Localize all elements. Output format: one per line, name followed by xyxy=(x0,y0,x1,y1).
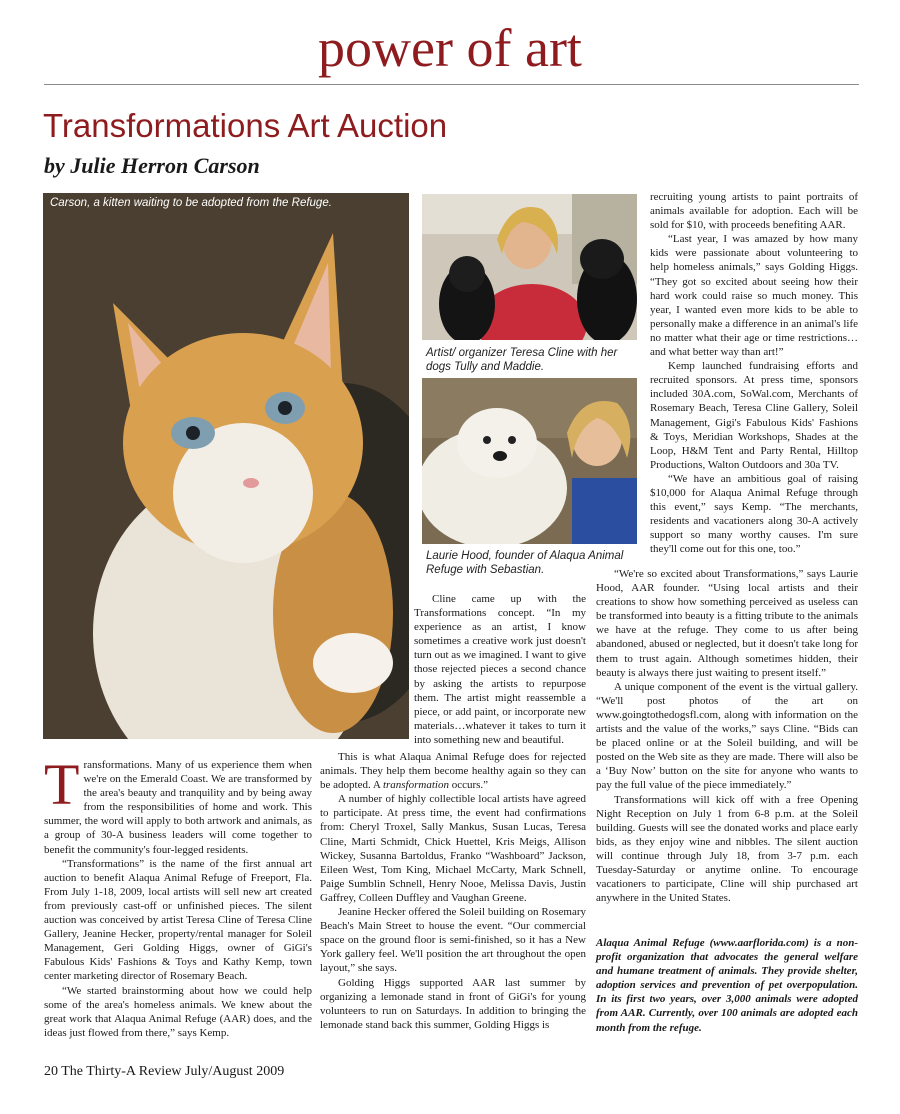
header-rule xyxy=(44,84,859,85)
sebastian-caption: Laurie Hood, founder of Alaqua Animal Refuge with Sebastian. xyxy=(426,550,624,576)
section-header: power of art xyxy=(318,18,582,78)
page-footer: 20 The Thirty-A Review July/August 2009 xyxy=(44,1064,285,1079)
byline: by Julie Herron Carson xyxy=(44,153,260,178)
paragraph: “Last year, I was amazed by how many kids were passionate about volunteering to help homeless animals,” says Golding Higgs. “They got so excited about seeing how their hard work could raise so much money. This year, I wanted even more kids to be able to personally make a difference in an animal's life no matter what their age or time restrictions… and what better way than art!” xyxy=(650,233,858,359)
paragraph: “Transformations” is the name of the first annual art auction to benefit Alaqua Animal Refuge of Freeport, Fla. From July 1-18, 2009, local artists will sell new art created from previously cast-off or unfinished pieces. The silent auction was conceived by artist Teresa Cline of Teresa Cline Gallery, Jeanine Hecker, property/rental manager for Soleil Management, Geri Golding Higgs, owner of GiGi's Fabulous Kids' Fashions & Toys and Kathy Kemp, town center marketing director of Rosemary Beach. xyxy=(44,857,312,983)
paragraph: Kemp launched fundraising efforts and recruited sponsors. At press time, sponsors included 30A.com, SoWal.com, Merchants of Rosemary Beach, Teresa Cline Gallery, Soleil Management, Gigi's Fabulous Kids' Fashions & Toys, Meridian Workshops, Shades at the Loop, H&M Tent and Party Rental, Hilltop Productions, Walton Outdoors and 30a TV. xyxy=(650,360,858,471)
kitten-illustration xyxy=(43,193,409,739)
paragraph: Cline came up with the Transformations concept. “In my experience as an artist, I know sometimes a creative work just doesn't turn out as we imagined. I want to give those rejected pieces a second chance by asking the artists to repurpose them. The artist might reassemble a piece, or add paint, or incorporate new materials…whatever it takes to turn it into something new and beautiful. xyxy=(414,593,586,746)
kitten-caption: Carson, a kitten waiting to be adopted from the Refuge. xyxy=(50,197,332,209)
sebastian-photo xyxy=(422,378,637,544)
body-column-2-upper xyxy=(414,592,586,747)
body-column-2 xyxy=(320,750,586,1032)
paragraph: Golding Higgs supported AAR last summer by organizing a lemonade stand in front of GiGi's for young volunteers to run on Saturdays. In addition to bringing the lemonade stand back this summer, Golding Higgs is xyxy=(320,976,586,1031)
drop-cap: T xyxy=(44,752,80,817)
body-column-1 xyxy=(44,752,312,1040)
dogs-photo xyxy=(422,194,637,340)
kitten-photo xyxy=(43,193,409,739)
body-column-3 xyxy=(596,567,858,905)
paragraph: “We have an ambitious goal of raising $10,000 for Alaqua Animal Refuge through this event,” says Kemp. “The merchants, residents and vacationers along 30-A actively support so many worthy causes. I'm sure they'll come out for this one, too.” xyxy=(650,472,858,556)
paragraph: A number of highly collectible local artists have agreed to participate. At press time, the event had confirmations from: Cheryl Troxel, Sally Mankus, Susan Lucas, Teresa Cline, Marti Schmidt, Chick Huettel, Kris Meigs, Allison Wickey, Susanna Bartoldus, Franko “Washboard” Jackson, Eileen West, Tom King, Michael McCarty, Mark Schnell, Paige Sumblin Schnell, Henry Nooe, Melissa Davis, Justin Gaffrey, Colleen Duffley and Vaughan Greene. xyxy=(320,793,586,904)
paragraph: recruiting young artists to paint portraits of animals available for adoption. Each will be sold for $10, with proceeds benefiting AAR. xyxy=(650,191,858,232)
paragraph: “We started brainstorming about how we could help some of the area's homeless animals. We knew about the great work that Alaqua Animal Refuge (AAR) does, and the ideas just flowed from there,” says Kemp. xyxy=(44,984,312,1039)
article-title: Transformations Art Auction xyxy=(43,107,448,144)
paragraph: A unique component of the event is the virtual gallery. “We'll post photos of the art on www.goingtothedogsfl.com, along with information on the artists and the value of the works,” says Cline. “Bids can be placed online or at the Soleil building, and will be posted on the Web site as they are made. There will also be a ‘Buy Now’ button on the site for anyone who wants to pay the full value of the piece immediately.” xyxy=(596,680,858,792)
paragraph: “We're so excited about Transformations,” says Laurie Hood, AAR founder. “Using local artists and their creations to show how something perceived as useless can be transformed into beauty is a fitting tribute to the animals we have at the refuge. They come to us after being abandoned, abused or neglected, but it doesn't take long for them to trust again. Although sometimes hidden, their beauty is always there just waiting to present itself.” xyxy=(596,568,858,679)
dogs-caption: Artist/ organizer Teresa Cline with her dogs Tully and Maddie. xyxy=(426,347,618,373)
paragraph: Transformations. Many of us experience them when we're on the Emerald Coast. We are transformed by the area's beauty and tranquility and by being away from the responsibilities of home and work. This summer, the word will apply to both artwork and animals, as a group of 30-A business leaders will come together to benefit the community's four-legged residents. xyxy=(44,752,312,856)
refuge-info-box: Alaqua Animal Refuge (www.aarflorida.com) is a non-profit organization that advocates the general welfare and humane treatment of animals. They provide shelter, adoption services and prevention of pet overpopulation. In its first two years, over 3,000 animals were adopted from AAR. Currently, over 100 animals are adopted each month from the refuge. xyxy=(596,937,858,1034)
paragraph: This is what Alaqua Animal Refuge does for rejected animals. They help them become healthy again so they can be adopted. A transformation occurs.” xyxy=(320,751,586,792)
dogs-illustration xyxy=(422,194,637,340)
paragraph: Transformations will kick off with a free Opening Night Reception on July 1 from 6-8 p.m. at the Soleil building. Guests will see the donated works and place early bids, as they enjoy wine and nibbles. The silent auction will continue through July 18, from 3-7 p.m. each Tuesday-Saturday or anytime online. To encourage vacationers to participate, Cline will ship purchased art anywhere in the United States. xyxy=(596,793,858,905)
body-column-3-upper xyxy=(650,190,858,556)
sebastian-illustration xyxy=(422,378,637,544)
paragraph: Jeanine Hecker offered the Soleil building on Rosemary Beach's Main Street to house the event. “Our commercial space on the ground floor is semi-finished, so it has a New York gallery feel. We'll position the art throughout the open layout,” she says. xyxy=(320,906,586,975)
